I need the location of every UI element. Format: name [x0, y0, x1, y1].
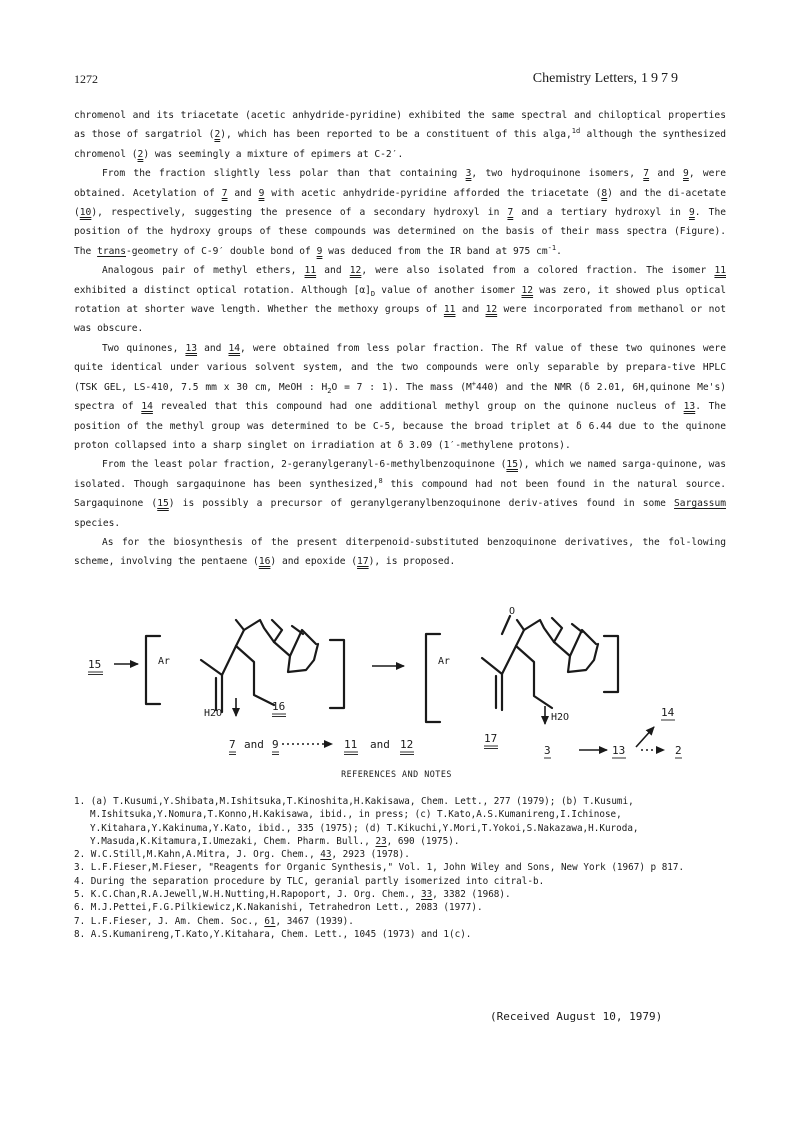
epoxide-oxygen-label: O: [509, 606, 516, 617]
body-text: [74, 106, 726, 572]
compound-13-label: 13: [612, 744, 626, 757]
compound-16-label: 16: [272, 700, 286, 713]
paragraph-3: Analogous pair of methyl ethers, 11 and 12, were also isolated from a colored fraction. The isomer 11 exhibited a distinct optical rotation. Although $[\alpha]_D$ value of another isomer 12 was zero, it showed plus optical rotation at shorter wave length. Whether the methoxy groups of 11 and 12 were incorporated from methanol or not was obscure.: [74, 265, 727, 335]
pentaene-structure: [146, 620, 344, 712]
running-head: [533, 71, 681, 87]
compound-12-label: 12: [400, 738, 414, 751]
references-list: [74, 795, 734, 941]
paragraph-1: chromenol and its triacetate (acetic anhydride-pyridine) exhibited the same spectral and chiloptical properties as those of sargatriol (2), which has been reported to be a constituent of this alga,$^{1d}$ although the synthesized chromenol (2) was seemingly a mixture of epimers at C-2′.: [74, 110, 726, 160]
and-label-2: and: [370, 738, 390, 751]
paragraph-6: As for the biosynthesis of the present diterpenoid-substituted benzoquinone derivatives, the fol-lowing scheme, involving the pentaene (16) and epoxide (17), is proposed.: [74, 536, 726, 568]
references-heading: REFERENCES AND NOTES: [341, 769, 452, 779]
ar-label-right: Ar: [438, 656, 451, 667]
page-number: 1272: [74, 72, 98, 86]
received-date: (Received August 10, 1979): [490, 1010, 663, 1023]
compound-2-label: 2: [675, 744, 682, 757]
water-label-right: H2O: [551, 712, 570, 723]
compound-14-label: 14: [661, 706, 675, 719]
reference-item: 5. K.C.Chan,R.A.Jewell,W.H.Nutting,H.Rapoport, J. Org. Chem., 33, 3382 (1968).: [74, 889, 511, 901]
paragraph-5: From the least polar fraction, 2-geranylgeranyl-6-methylbenzoquinone (15), which we named sarga-quinone, was isolated. Though sargaquinone has been synthesized,$^8$ this compound had not been found in the natural source. Sargaquinone (15) is possibly a precursor of geranylgeranylbenzoquinone deriv-atives found in some Sargassum species.: [74, 459, 727, 529]
journal-year: 1979: [641, 71, 681, 86]
reference-item: 1. (a) T.Kusumi,Y.Shibata,M.Ishitsuka,T.Kinoshita,H.Kakisawa, Chem. Lett., 277 (1979); (b) T.Kusumi, M.Ishitsuka,Y.Nomura,T.Konno,H.Kakisawa, ibid., in press; (c) T.Kato,A.S.Kumanireng,I.Ichinose, Y.Kitahara,Y.Kakinuma,Y.Kato, ibid., 335 (1975); (d) T.Kikuchi,Y.Mori,T.Yokoi,S.Nakazawa,H.Kuroda, Y.Masuda,K.Kitamura,I.Umezaki, Chem. Pharm. Bull., 23, 690 (1975).: [74, 796, 639, 847]
compound-11-label: 11: [344, 738, 358, 751]
epoxide-structure: [426, 616, 618, 722]
paragraph-4: Two quinones, 13 and 14, were obtained from less polar fraction. The Rf value of these two quinones were quite identical under various solvent system, and the two compounds were only separable by prepara-tive HPLC (TSK GEL, LS-410, 7.5 mm x 30 cm, MeOH : $H_2O = 7$ : 1). The mass (M+440) and the NMR (δ 2.01, 6H,quinone Me's) spectra of 14 revealed that this compound had one additional methyl group on the quinone nucleus of 13. The position of the methyl group was determined to be C-5, because the broad triplet at δ 6.44 due to the quinone proton collapsed into a sharp singlet on irradiation at δ 3.09 (1′-methylene protons).: [74, 342, 726, 451]
journal-name: Chemistry Letters,: [532, 71, 637, 86]
reference-item: 3. L.F.Fieser,M.Fieser, "Reagents for Organic Synthesis," Vol. 1, John Wiley and Sons, New York (1967) p 817.: [74, 862, 685, 874]
compound-17-label: 17: [484, 732, 498, 745]
reference-item: 6. M.J.Pettei,F.G.Pilkiewicz,K.Nakanishi, Tetrahedron Lett., 2083 (1977).: [74, 902, 483, 914]
compound-3-label: 3: [544, 744, 551, 757]
reference-item: 2. W.C.Still,M.Kahn,A.Mitra, J. Org. Chem., 43, 2923 (1978).: [74, 849, 410, 861]
water-label-left: H2O: [204, 708, 223, 719]
compound-15-label: 15: [88, 658, 102, 671]
and-label-1: and: [244, 738, 264, 751]
biosynthesis-scheme: [74, 600, 726, 760]
paragraph-2: From the fraction slightly less polar than that containing 3, two hydroquinone isomers, 7 and 9, were obtained. Acetylation of 7 and 9 with acetic anhydride-pyridine afforded the triacetate (8) and the di-acetate (10), respectively, suggesting the presence of a secondary hydroxyl in 7 and a tertiary hydroxyl in 9. The position of the hydroxy groups of these compounds was determined on the basis of their mass spectra (Figure). The trans-geometry of C-9′ double bond of 9 was deduced from the IR band at 975 $cm^{-1}$.: [74, 168, 727, 257]
reference-item: 8. A.S.Kumanireng,T.Kato,Y.Kitahara, Chem. Lett., 1045 (1973) and 1(c).: [74, 928, 472, 940]
reference-item: 4. During the separation procedure by TLC, geranial partly isomerized into citral-b.: [74, 875, 545, 887]
reference-item: 7. L.F.Fieser, J. Am. Chem. Soc., 61, 3467 (1939).: [74, 915, 354, 927]
compound-9-label: 9: [272, 738, 279, 751]
ar-label-left: Ar: [158, 656, 171, 667]
compound-7-label: 7: [229, 738, 236, 751]
